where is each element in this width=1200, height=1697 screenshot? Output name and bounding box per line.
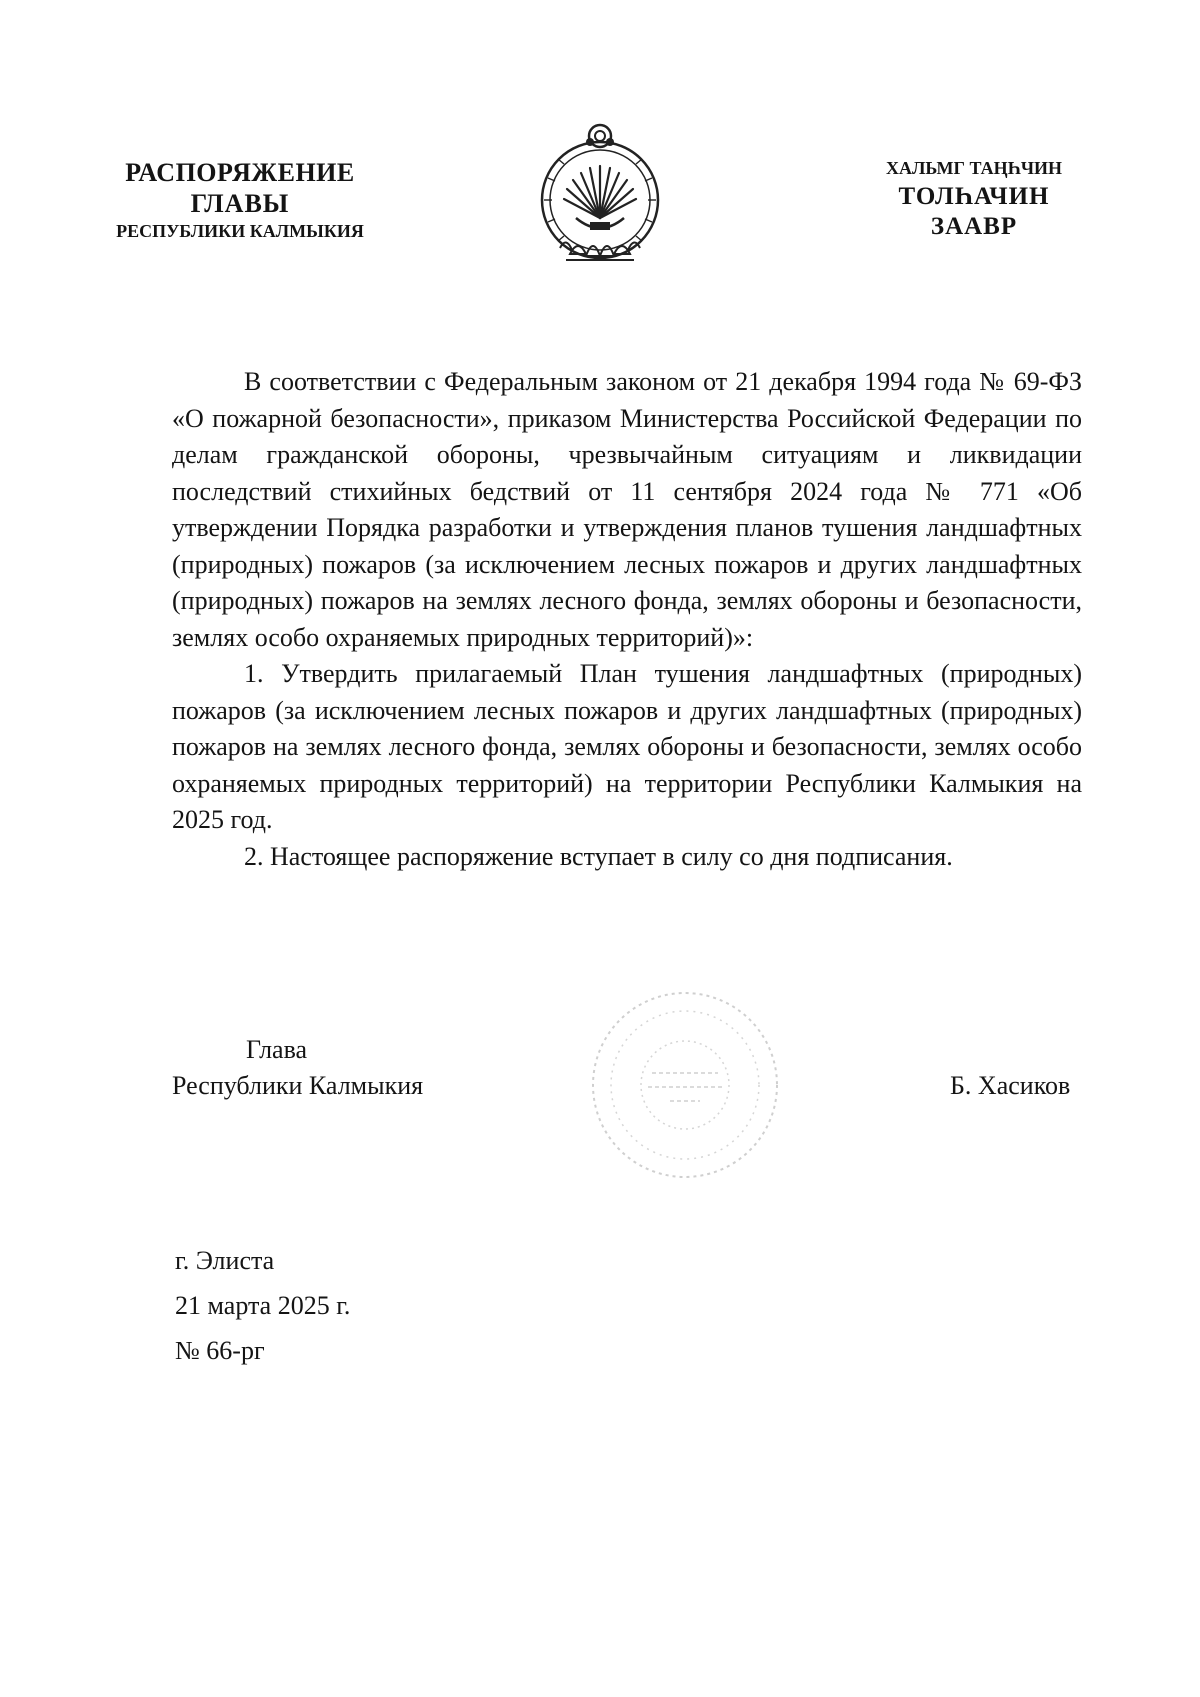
document-number: № 66-рг (175, 1336, 265, 1365)
document-date: 21 марта 2025 г. (175, 1291, 351, 1320)
header-right-line2: ТОЛҺАЧИН (898, 182, 1050, 210)
document-body (172, 364, 1082, 875)
header-left-line3: РЕСПУБЛИКИ КАЛМЫКИЯ (116, 221, 364, 242)
signature-organization: Республики Калмыкия (172, 1071, 424, 1100)
header-left-line2: ГЛАВЫ (190, 189, 290, 219)
body-paragraph-item-1: 1. Утвердить прилагаемый План тушения ландшафтных (природных) пожаров (за исключением лесных пожаров и других ландшафтных (природных) пожаров на землях лесного фонда, землях обороны и безопасности, землях особо охраняемых природных территорий) на территории Республики Калмыкия на 2025 год. (172, 659, 1082, 834)
header-right-line1: ХАЛЬМГ ТАҢҺЧИН (885, 158, 1063, 178)
signatory-name: Б. Хасиков (950, 1071, 1071, 1100)
header-left-title (90, 157, 390, 243)
header-right-line3: ЗААВР (930, 212, 1018, 240)
body-paragraph-preamble: В соответствии с Федеральным законом от 21 декабря 1994 года № 69-ФЗ «О пожарной безопасности», приказом Министерства Российской Федерации по делам гражданской обороны, чрезвычайным ситуациям и ликвидации последствий стихийных бедствий от 11 сентября 2024 года № 771 «Об утверждении Порядка разработки и утверждения планов тушения ландшафтных (природных) пожаров (за исключением лесных пожаров и других ландшафтных (природных) пожаров на землях лесного фонда, землях обороны и безопасности, землях особо охраняемых природных территорий)»: (172, 367, 1082, 652)
header-left-line1: РАСПОРЯЖЕНИЕ (125, 158, 355, 187)
kalmykia-coat-of-arms-icon (530, 118, 670, 270)
official-seal-stamp-icon (580, 985, 790, 1185)
signature-title: Глава (246, 1035, 308, 1064)
body-paragraph-item-2: 2. Настоящее распоряжение вступает в силу со дня подписания. (244, 841, 953, 871)
header-right-title (838, 158, 1110, 242)
document-city: г. Элиста (175, 1246, 275, 1275)
